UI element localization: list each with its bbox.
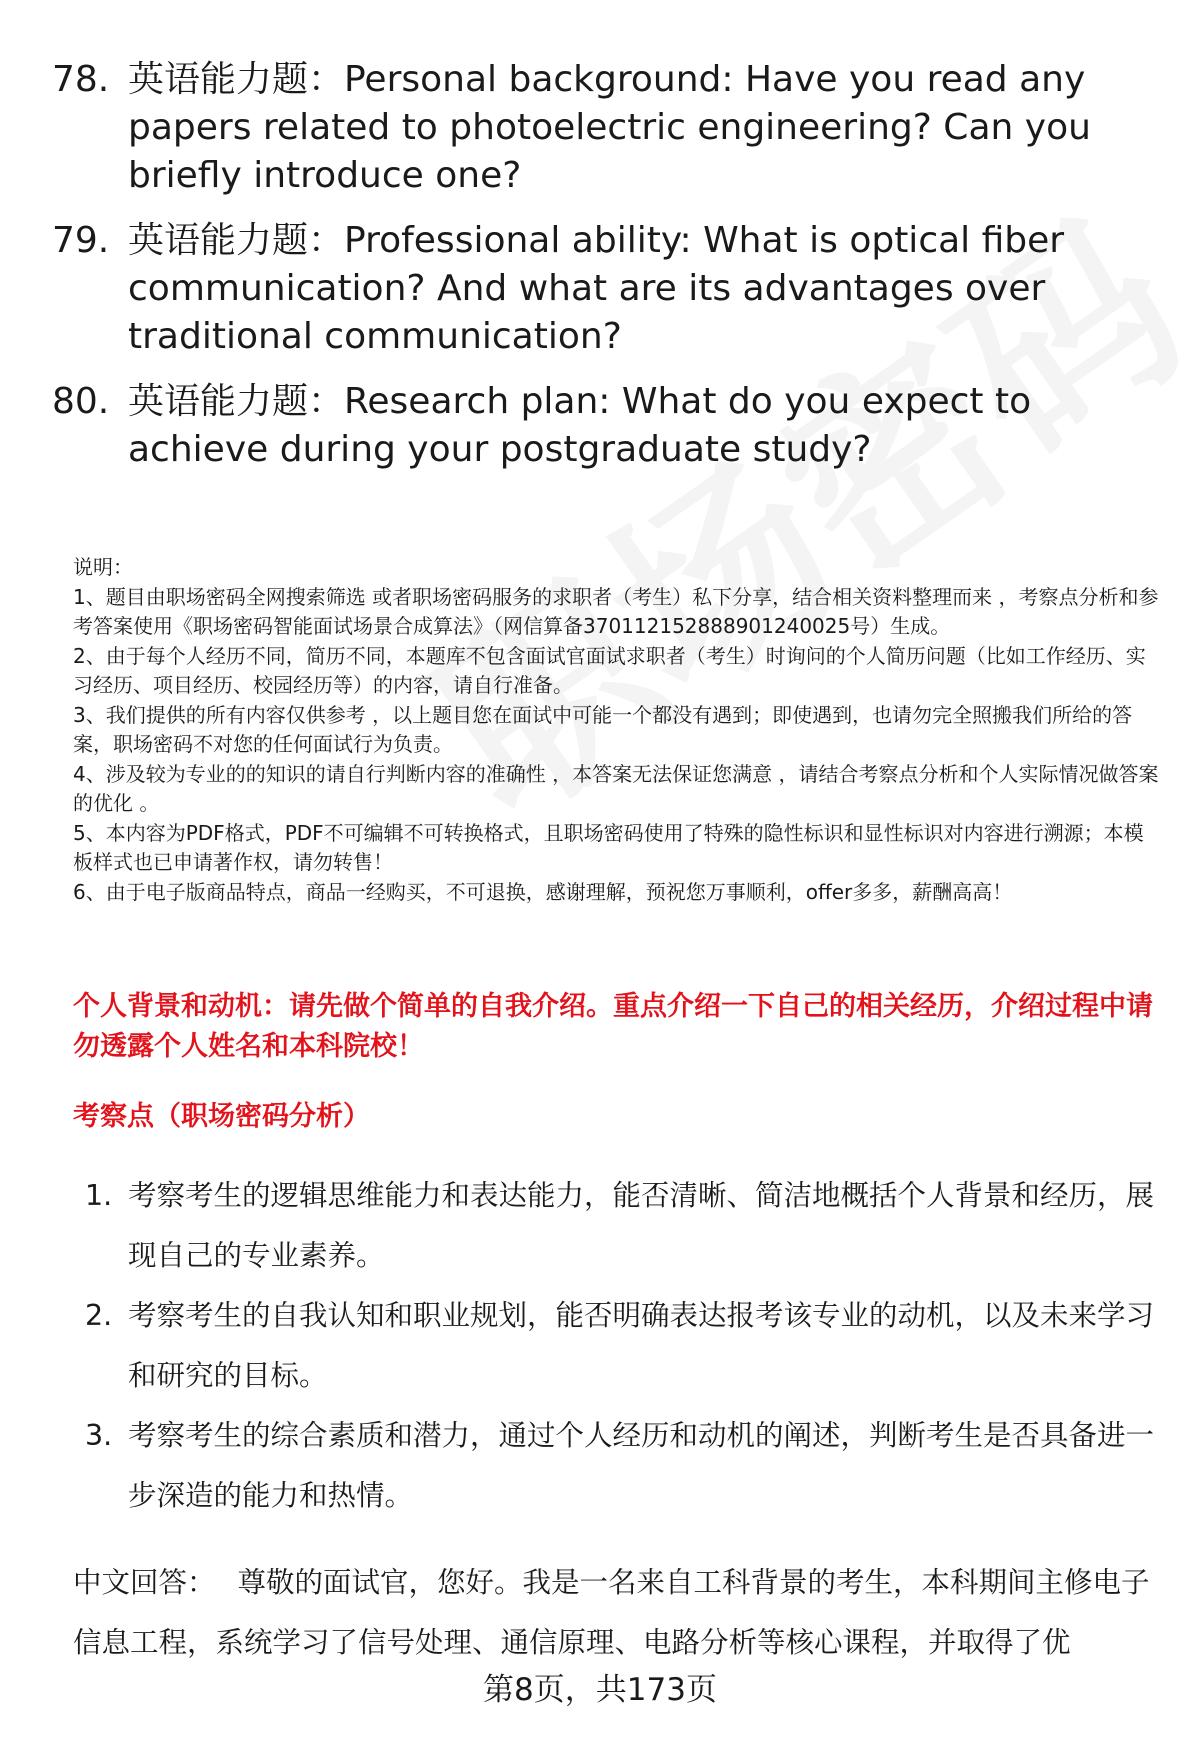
question-79 [52, 217, 1142, 361]
question-number: 79. [52, 220, 110, 261]
question-number: 80. [52, 381, 110, 422]
answer-section [73, 1553, 1163, 1673]
notes-title: 说明： [73, 555, 133, 579]
answer-text: 尊敬的面试官，您好。我是一名来自工科背景的考生，本科期间主修电子信息工程，系统学习了信号处理、通信原理、电路分析等核心课程，并取得了优 [73, 1566, 1150, 1659]
question-80 [52, 378, 1142, 474]
analysis-points [85, 1166, 1165, 1526]
page-footer: 第8页，共173页 [483, 1672, 717, 1708]
point-text: 考察考生的自我认知和职业规划，能否明确表达报考该专业的动机，以及未来学习和研究的目标。 [128, 1299, 1155, 1392]
point-number: 3. [85, 1419, 113, 1452]
notes-section [73, 553, 1163, 907]
question-78 [52, 56, 1142, 200]
point-number: 2. [85, 1299, 113, 1332]
list-item [85, 1166, 1165, 1286]
note-item: 2、由于每个人经历不同，简历不同，本题库不包含面试官面试求职者（考生）时询问的个人简历问题（比如工作经历、实习经历、项目经历、校园经历等）的内容，请自行准备。 [73, 643, 1146, 697]
answer-label: 中文回答： [73, 1566, 216, 1599]
note-item: 5、本内容为PDF格式，PDF不可编辑不可转换格式，且职场密码使用了特殊的隐性标识和显性标识对内容进行溯源；本模板样式也已申请著作权，请勿转售！ [73, 820, 1144, 874]
list-item [85, 1406, 1165, 1526]
analysis-title: 考察点（职场密码分析） [73, 1101, 370, 1132]
point-text: 考察考生的综合素质和潜力，通过个人经历和动机的阐述，判断考生是否具备进一步深造的能力和热情。 [128, 1419, 1155, 1512]
note-item: 3、我们提供的所有内容仅供参考 ，以上题目您在面试中可能一个都没有遇到；即使遇到，也请勿完全照搬我们所给的答案，职场密码不对您的任何面试行为负责。 [73, 702, 1133, 756]
point-number: 1. [85, 1179, 113, 1212]
question-text: 英语能力题：Research plan: What do you expect to achieve during your postgraduate study? [128, 381, 1032, 470]
point-text: 考察考生的逻辑思维能力和表达能力，能否清晰、简洁地概括个人背景和经历，展现自己的专业素养。 [128, 1179, 1155, 1272]
note-item: 1、题目由职场密码全网搜索筛选 或者职场密码服务的求职者（考生）私下分享，结合相关资料整理而来 ，考察点分析和参考答案使用《职场密码智能面试场景合成算法》（网信算备370112152888901240025号）生成。 [73, 584, 1159, 638]
question-number: 78. [52, 59, 110, 100]
section-title: 个人背景和动机：请先做个简单的自我介绍。重点介绍一下自己的相关经历，介绍过程中请勿透露个人姓名和本科院校！ [73, 991, 1153, 1062]
note-item: 4、涉及较为专业的的知识的请自行判断内容的准确性 ，本答案无法保证您满意 ，请结合考察点分析和个人实际情况做答案的优化 。 [73, 761, 1159, 815]
note-item: 6、由于电子版商品特点，商品一经购买，不可退换，感谢理解，预祝您万事顺利，offer多多，薪酬高高！ [73, 879, 1013, 904]
question-text: 英语能力题：Personal background: Have you read any papers related to photoelectric engineering? Can you briefly introduce one? [128, 59, 1091, 196]
list-item [85, 1286, 1165, 1406]
question-text: 英语能力题：Professional ability: What is optical fiber communication? And what are its advantages over traditional communication? [128, 220, 1065, 357]
